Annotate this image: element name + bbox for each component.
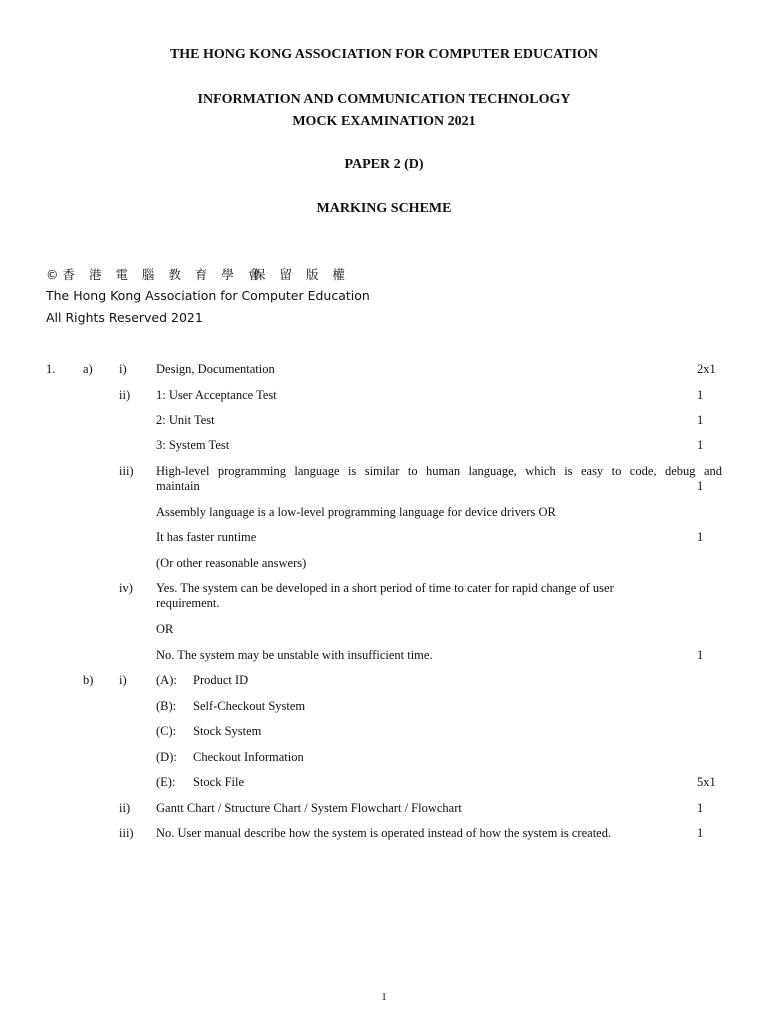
a-ii-mark-2: 1	[697, 413, 704, 427]
header-organization: THE HONG KONG ASSOCIATION FOR COMPUTER EDUCATION	[169, 47, 599, 62]
header-marking-scheme: MARKING SCHEME	[316, 201, 452, 216]
b-ii-label: ii)	[119, 801, 131, 815]
b-i-key-e: (E):	[156, 775, 176, 789]
b-iii-mark: 1	[697, 826, 704, 840]
b-i-key-b: (B):	[156, 699, 177, 713]
question-number: 1.	[46, 362, 56, 376]
a-iii-answer-line-2: maintain	[156, 479, 200, 493]
copyright-chinese-org: ©香 港 電 腦 教 育 學 會	[46, 267, 265, 282]
part-a-label: a)	[83, 362, 93, 376]
header-exam: MOCK EXAMINATION 2021	[292, 114, 476, 129]
a-iii-other: (Or other reasonable answers)	[156, 556, 307, 570]
a-iii-mark-2: 1	[697, 530, 704, 544]
b-i-value-e: Stock File	[193, 775, 245, 789]
a-ii-mark-1: 1	[697, 388, 704, 402]
b-iii-answer: No. User manual describe how the system is operated instead of how the system is created.	[156, 826, 612, 840]
a-iv-no: No. The system may be unstable with insufficient time.	[156, 648, 433, 662]
a-ii-answer-1: 1: User Acceptance Test	[156, 388, 277, 402]
a-ii-answer-2: 2: Unit Test	[156, 413, 215, 427]
a-i-answer: Design, Documentation	[156, 362, 275, 376]
a-iii-faster: It has faster runtime	[156, 530, 257, 544]
page-number: 1	[381, 991, 387, 1003]
b-i-key-c: (C):	[156, 724, 177, 738]
a-iii-label: iii)	[119, 464, 134, 478]
b-i-value-a: Product ID	[193, 673, 249, 687]
b-i-mark: 5x1	[697, 775, 716, 789]
copyright-chinese-rights: 保 留 版 權	[253, 267, 349, 282]
b-i-label: i)	[119, 673, 127, 687]
a-iii-answer-line-1: High-level programming language is similar to human language, which is easy to code, debug and	[156, 464, 722, 478]
b-i-key-a: (A):	[156, 673, 177, 687]
a-ii-answer-3: 3: System Test	[156, 438, 230, 452]
header-subject: INFORMATION AND COMMUNICATION TECHNOLOGY	[197, 92, 571, 107]
a-iii-mark-1: 1	[697, 479, 704, 493]
a-i-label: i)	[119, 362, 127, 376]
b-iii-label: iii)	[119, 826, 134, 840]
b-ii-mark: 1	[697, 801, 704, 815]
a-iv-answer-line-1: Yes. The system can be developed in a short period of time to cater for rapid change of user	[156, 581, 614, 595]
a-iv-mark: 1	[697, 648, 704, 662]
copyright-rights: All Rights Reserved 2021	[46, 310, 203, 325]
a-iv-or: OR	[156, 622, 174, 636]
a-ii-mark-3: 1	[697, 438, 704, 452]
a-iii-assembly: Assembly language is a low-level programming language for device drivers OR	[156, 505, 556, 519]
a-iv-answer-line-2: requirement.	[156, 596, 220, 610]
header-paper: PAPER 2 (D)	[344, 157, 424, 172]
a-i-mark: 2x1	[697, 362, 716, 376]
a-iv-label: iv)	[119, 581, 133, 595]
a-ii-label: ii)	[119, 388, 131, 402]
b-i-value-b: Self-Checkout System	[193, 699, 306, 713]
copyright-english-org: The Hong Kong Association for Computer Education	[46, 288, 370, 303]
b-ii-answer: Gantt Chart / Structure Chart / System Flowchart / Flowchart	[156, 801, 462, 815]
b-i-key-d: (D):	[156, 750, 177, 764]
b-i-value-d: Checkout Information	[193, 750, 304, 764]
part-b-label: b)	[83, 673, 94, 687]
b-i-value-c: Stock System	[193, 724, 262, 738]
